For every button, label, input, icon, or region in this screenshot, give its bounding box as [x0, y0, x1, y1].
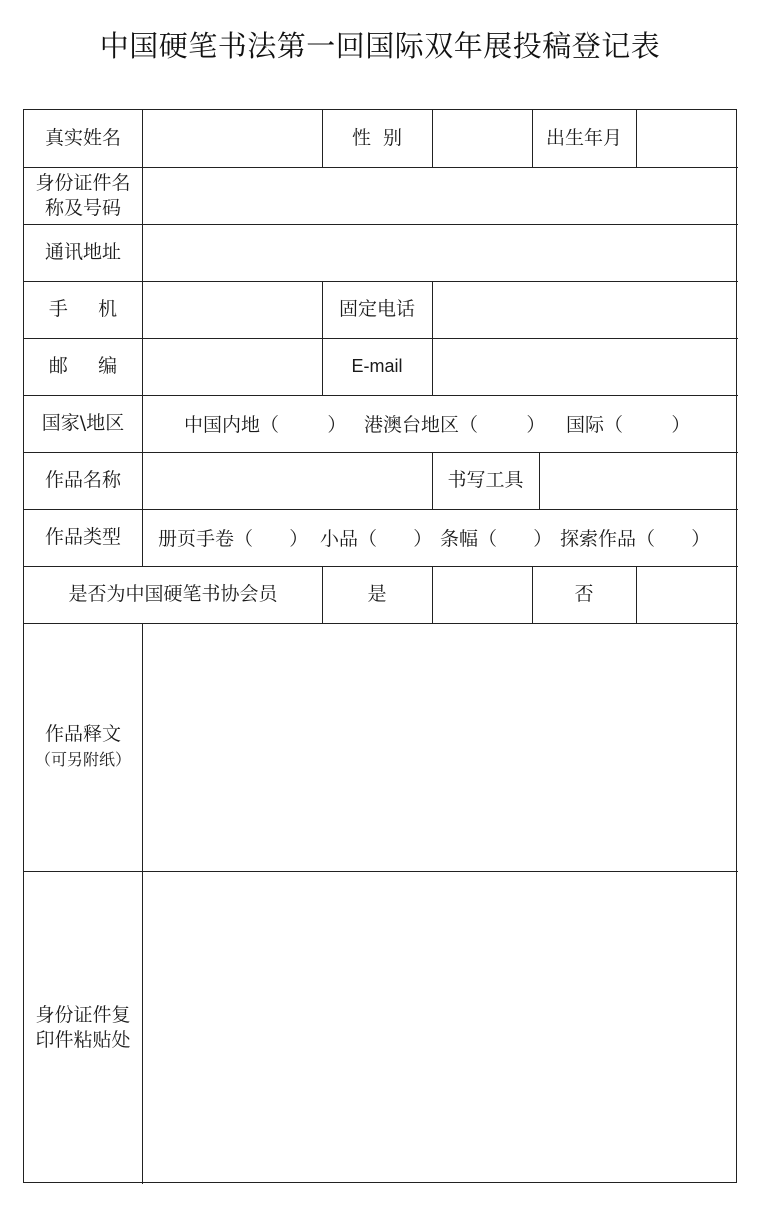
member-yes-field[interactable]: [433, 566, 532, 623]
postcode-field[interactable]: [143, 338, 322, 395]
member-yes-label: 是: [367, 583, 387, 605]
work-text-label: 作品释文: [44, 723, 121, 745]
tool-field[interactable]: [540, 452, 737, 509]
id-label: 身份证件名 称及号码: [35, 171, 131, 219]
address-label: 通讯地址: [44, 241, 121, 263]
gender-field[interactable]: [433, 110, 532, 167]
landline-field[interactable]: [433, 281, 737, 338]
work-name-label: 作品名称: [44, 469, 121, 491]
registration-form-table: [23, 109, 737, 1183]
birth-label: 出生年月: [545, 127, 622, 149]
region-option-hk-macao-taiwan[interactable]: 港澳台地区（ ）: [364, 414, 546, 436]
id-number-field[interactable]: [143, 167, 737, 224]
address-field[interactable]: [143, 224, 737, 281]
region-option-international[interactable]: 国际（ ）: [566, 414, 691, 436]
form-title: 中国硬笔书法第一回国际双年展投稿登记表: [99, 29, 661, 63]
birth-field[interactable]: [637, 110, 737, 167]
work-text-label-cell: [24, 623, 142, 871]
member-label: 是否为中国硬笔书协会员: [68, 583, 278, 605]
work-type-option-album[interactable]: 册页手卷（ ）: [158, 528, 309, 550]
work-type-label: 作品类型: [44, 526, 121, 548]
member-no-field[interactable]: [637, 566, 737, 623]
tool-label: 书写工具: [447, 469, 524, 491]
work-text-note: （可另附纸）: [34, 750, 131, 769]
real-name-label: 真实姓名: [44, 127, 121, 149]
real-name-field[interactable]: [143, 110, 322, 167]
work-text-field[interactable]: [143, 624, 737, 871]
id-copy-paste-area[interactable]: [143, 872, 737, 1183]
landline-label: 固定电话: [338, 298, 415, 320]
mobile-label: 手 机: [48, 298, 118, 320]
work-type-option-scroll[interactable]: 条幅（ ）: [440, 528, 553, 550]
work-type-option-explore[interactable]: 探索作品（ ）: [560, 528, 711, 550]
gender-label: 性 别: [351, 127, 403, 149]
postcode-label: 邮 编: [48, 355, 118, 377]
email-field[interactable]: [433, 338, 737, 395]
region-label: 国家\地区: [41, 412, 125, 434]
work-name-field[interactable]: [143, 452, 432, 509]
work-type-option-small[interactable]: 小品（ ）: [320, 528, 433, 550]
email-label: E-mail: [351, 356, 403, 376]
member-no-label: 否: [574, 583, 594, 605]
region-option-mainland[interactable]: 中国内地（ ）: [184, 414, 347, 436]
mobile-field[interactable]: [143, 281, 322, 338]
id-copy-label: 身份证件复 印件粘贴处: [35, 1003, 131, 1051]
